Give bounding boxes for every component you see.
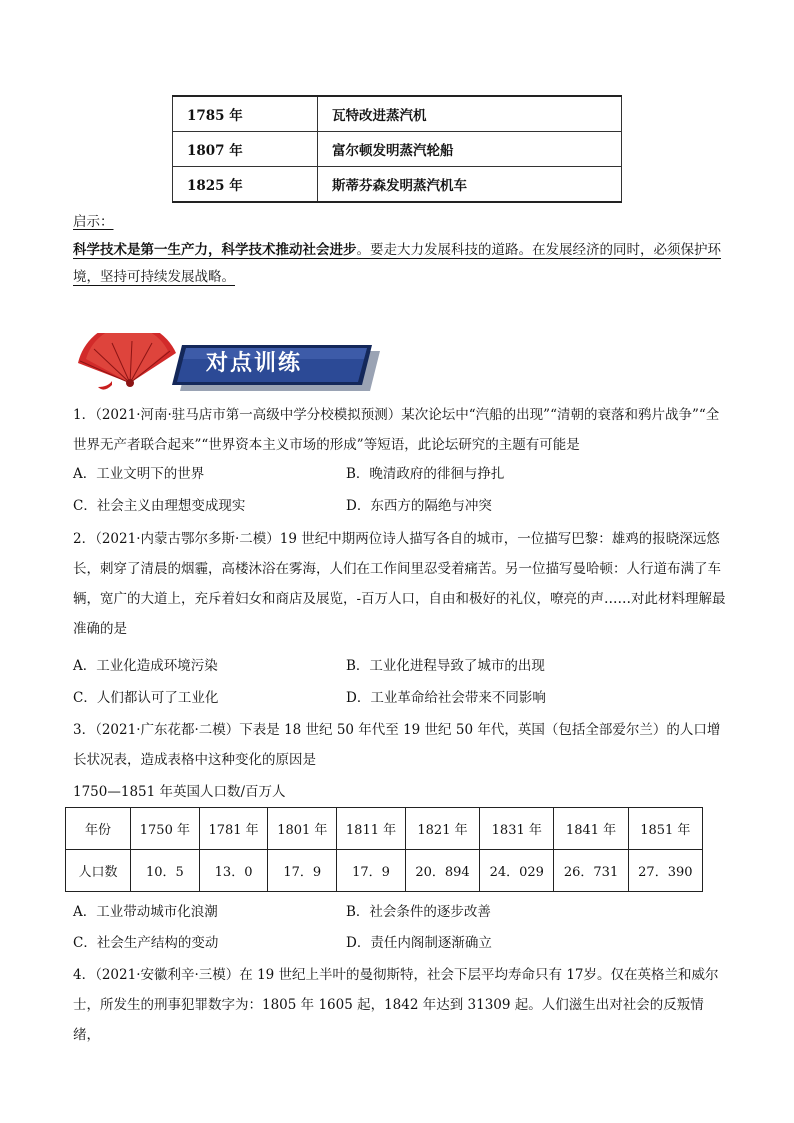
population-cell: 24．029: [480, 850, 554, 892]
year-cell: 1811 年: [337, 808, 406, 850]
question-4: 4．（2021·安徽利辛·三模）在 19 世纪上半叶的曼彻斯特，社会下层平均寿命只有 17岁。仅在英格兰和威尔士，所发生的刑事犯罪数字为：1805 年 1605 起，1842 年达到 31309 起。人们滋生出对社会的反叛情绪，: [73, 967, 719, 1043]
question-1: 1．（2021·河南·驻马店市第一高级中学分校模拟预测）某次论坛中“汽船的出现”“清朝的衰落和鸦片战争”“全世界无产者联合起来”“世界资本主义市场的形成”等短语，此论坛研究的主题有可能是: [73, 407, 720, 453]
population-cell: 13．0: [199, 850, 268, 892]
option-a: A．工业带动城市化浪潮: [73, 904, 218, 920]
hint-rest-text: 。要走大力发展科技的道路。在发展经济的同时，必须保护环境，坚持可持续发展战略。: [73, 242, 721, 285]
question-1-options-row-2: [73, 494, 728, 518]
table-row: [173, 132, 622, 167]
invention-year: 1785 年: [173, 96, 318, 132]
population-cell: 27．390: [628, 850, 702, 892]
hint-label: 启示：: [73, 214, 114, 230]
row-label-population: 人口数: [66, 850, 131, 892]
year-cell: 1781 年: [199, 808, 268, 850]
row-label-year: 年份: [66, 808, 131, 850]
invention-year: 1825 年: [173, 167, 318, 203]
year-cell: 1801 年: [268, 808, 337, 850]
year-cell: 1821 年: [405, 808, 479, 850]
population-cell: 17．9: [337, 850, 406, 892]
option-d: D．东西方的隔绝与冲突: [346, 498, 492, 514]
question-3-options-row-1: [73, 900, 728, 924]
table-row: [173, 96, 622, 132]
option-c: C．人们都认可了工业化: [73, 690, 219, 706]
population-cell: 17．9: [268, 850, 337, 892]
population-table-caption: 1750—1851 年英国人口数/百万人: [73, 784, 286, 800]
option-b: B．晚清政府的徘徊与挣扎: [346, 466, 505, 482]
option-b: B．社会条件的逐步改善: [346, 904, 491, 920]
year-cell: 1831 年: [480, 808, 554, 850]
option-d: D．工业革命给社会带来不同影响: [346, 690, 546, 706]
option-b: B．工业化进程导致了城市的出现: [346, 658, 545, 674]
population-cell: 10．5: [131, 850, 200, 892]
option-c: C．社会主义由理想变成现实: [73, 498, 246, 514]
population-cell: 26．731: [554, 850, 628, 892]
section-banner: [72, 333, 392, 395]
inventions-table: [172, 95, 622, 203]
option-a: A．工业文明下的世界: [73, 466, 205, 482]
question-3-options-row-2: [73, 931, 728, 955]
table-row: [66, 808, 703, 850]
fan-icon: [78, 333, 176, 390]
population-table: [65, 807, 703, 892]
question-1-options-row-1: [73, 462, 728, 486]
question-2-options-row-2: [73, 686, 728, 710]
option-d: D．责任内阁制逐渐确立: [346, 935, 492, 951]
invention-event: 富尔顿发明蒸汽轮船: [318, 132, 622, 167]
option-a: A．工业化造成环境污染: [73, 658, 218, 674]
year-cell: 1851 年: [628, 808, 702, 850]
question-2-options-row-1: [73, 654, 728, 678]
option-c: C．社会生产结构的变动: [73, 935, 219, 951]
section-title: 对点训练: [206, 351, 303, 376]
question-3: 3．（2021·广东花都·二模）下表是 18 世纪 50 年代至 19 世纪 50 年代，英国（包括全部爱尔兰）的人口增长状况表，造成表格中这种变化的原因是: [73, 722, 721, 768]
invention-event: 斯蒂芬森发明蒸汽机车: [318, 167, 622, 203]
year-cell: 1750 年: [131, 808, 200, 850]
hint-bold-text: 科学技术是第一生产力，科学技术推动社会进步: [73, 242, 357, 258]
hint-body: [73, 237, 725, 291]
population-cell: 20．894: [405, 850, 479, 892]
table-row: [173, 167, 622, 203]
invention-event: 瓦特改进蒸汽机: [318, 96, 622, 132]
table-row: [66, 850, 703, 892]
question-2: 2．（2021·内蒙古鄂尔多斯·二模）19 世纪中期两位诗人描写各自的城市，一位描写巴黎：雄鸡的报晓深远悠长，刺穿了清晨的烟霾，高楼沐浴在雾海，人们在工作间里忍受着痛苦。另一位描写曼哈顿：人行道布满了车辆，宽广的大道上，充斥着妇女和商店及展览，-百万人口，自由和极好的礼仪，嘹亮的声……对此材料理解最准确的是: [73, 531, 726, 637]
invention-year: 1807 年: [173, 132, 318, 167]
year-cell: 1841 年: [554, 808, 628, 850]
